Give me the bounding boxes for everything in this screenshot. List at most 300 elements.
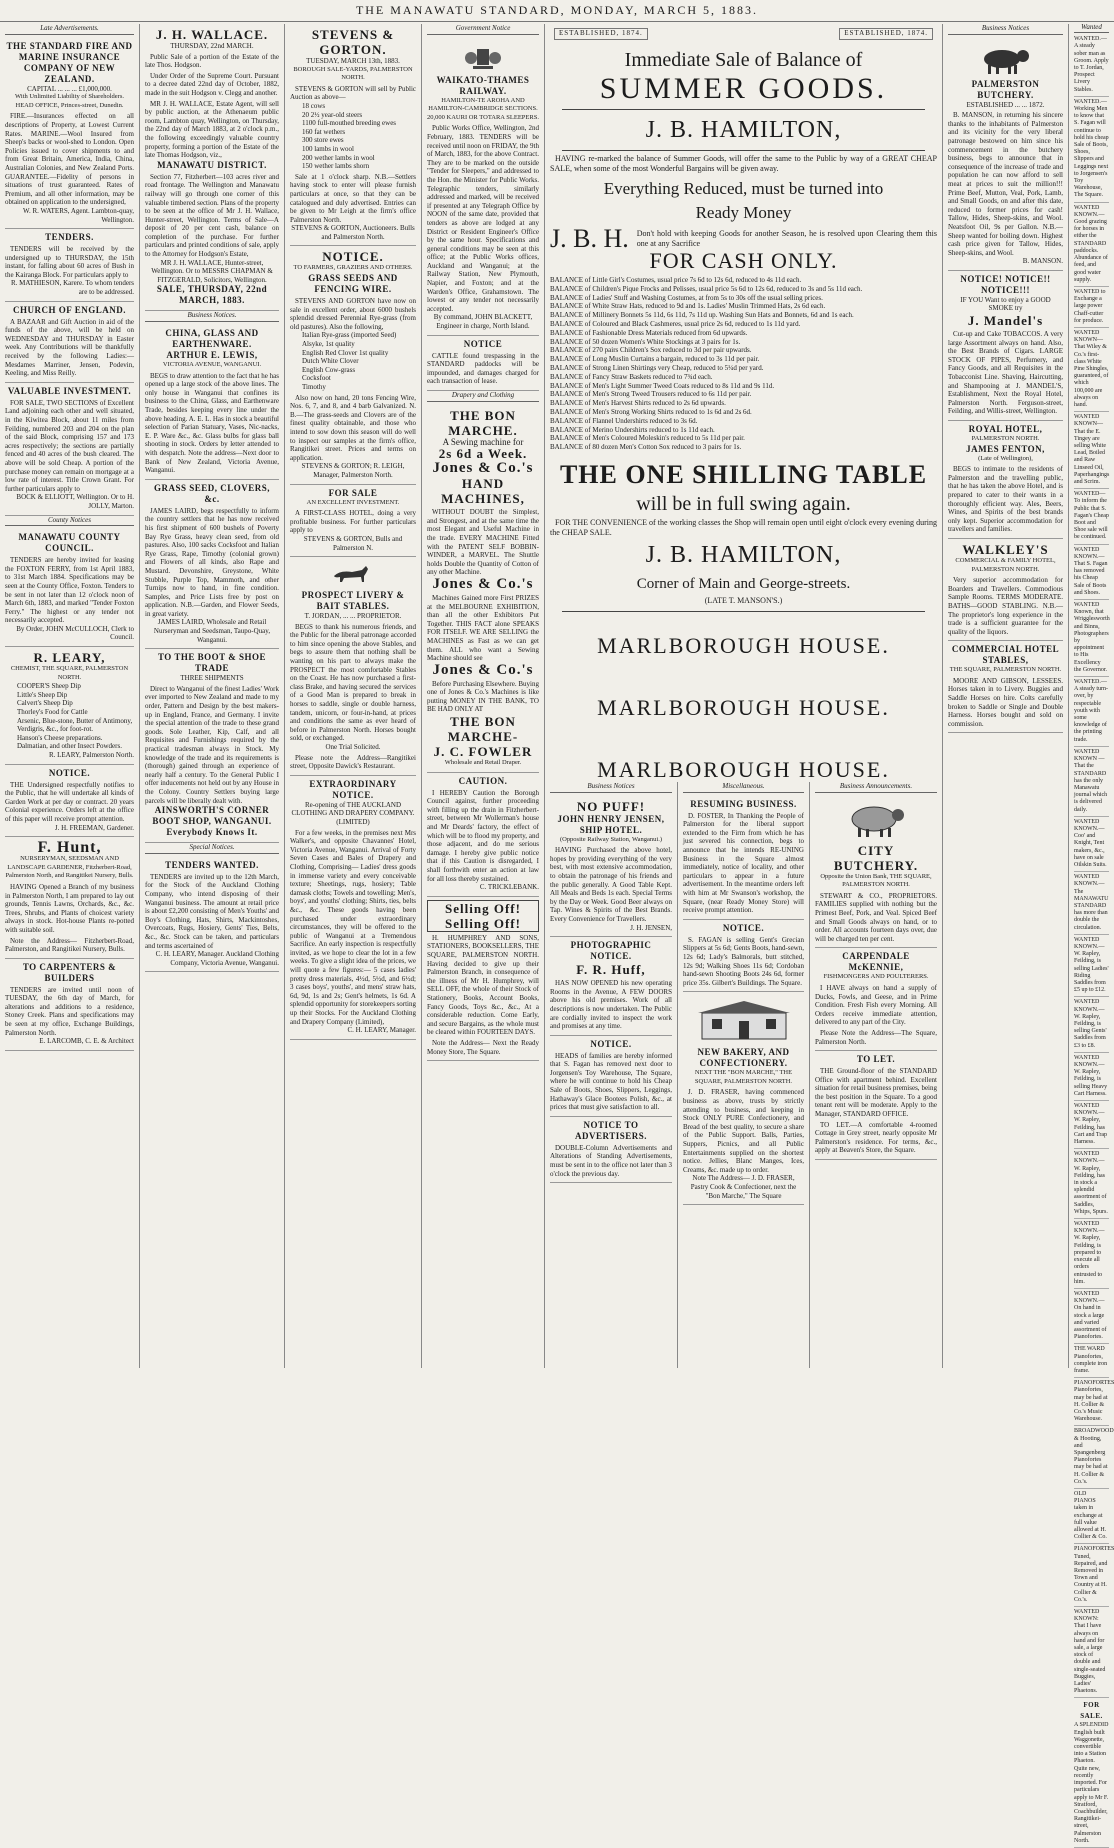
divider xyxy=(562,109,925,110)
wanted-item: WANTED to Exchange a large power Chaff-cutter for produce. xyxy=(1074,289,1109,328)
balance-item: BALANCE of Men's Coloured Moleskin's reduced to 5s 11d per pair. xyxy=(550,434,745,443)
ad-office: HEAD OFFICE, Princes-street, Dunedin. xyxy=(15,101,124,109)
ad-signature: C. H. LEARY, Manager. xyxy=(347,1026,416,1035)
stables-ad xyxy=(948,641,1063,733)
ad-body: Cut-up and Cake TOBACCOS. A very large Assortment always on hand. Also, the Best Brands of Cigars. LARGE STOCK OF PIPES, Perfumery, and Fancy Goods, and all Requisites in the Tobacconist Line. Shaving, Haircutting, and Shampooing at J. MANDEL'S, Establishment, Next the Royal Hotel, Palmerston North. Ferguson-street, Feilding, and Willis-street, Wellington. xyxy=(948,330,1063,416)
ad-body: Very superior accommodation for Boarders and Travellers. Commodious Sample Rooms. TERMS MODERATE. BATHS—GOOD STABLING. N.B.—The proprietor's long experience in the trade is a sufficient guarantee for the quality of the liquors. xyxy=(948,576,1063,636)
wanted-item: A SPLENDID English built Waggonette, convertible into a Station Phaeton. Quite new, recently imported. For particulars apply to Mr F. Stratford, Coachbuilder, Rangitikei-street, Palmerston North. xyxy=(1074,1722,1109,1847)
balance-item: BALANCE of Little Girl's Costumes, usual price 7s 6d to 12s 6d, reduced to 4s 11d each. xyxy=(550,275,802,284)
ad-subtitle: THE SQUARE, PALMERSTON NORTH. xyxy=(949,666,1062,674)
wanted-item: WANTED—To inform the Public that S. Fagan's Cheap Boot and Shoe sale will be continued. xyxy=(1074,491,1109,544)
ad-title: NOTICE TO ADVERTISERS. xyxy=(575,1119,647,1141)
stock-item: 200 wether lambs in wool xyxy=(302,153,375,162)
marlborough-house: MARLBOROUGH HOUSE. xyxy=(597,633,890,659)
divider xyxy=(562,611,925,612)
summer-goods: SUMMER GOODS. xyxy=(599,71,888,105)
bakery-ad xyxy=(683,992,804,1205)
section-heading: Special Notices. xyxy=(145,843,279,854)
for-sale-heading: FOR SALE. xyxy=(1080,1701,1103,1721)
ad-body: Also now on hand, 20 tons Fencing Wire, Nos. 6, 7, and 8, and 4 barb Galvanized. N. B.—The grass-seeds and Clovers are of the finest quality obtainable, and those who intend to sow down this season will do well to inspect our samples at the firm's office, Rangitikei street. Prices and terms on application. xyxy=(290,393,416,462)
ad-name: JAMES FENTON, xyxy=(966,443,1045,454)
ad-signature: STEVENS & GORTON, Bulls and Palmerston N. xyxy=(303,534,403,552)
lewis-ad xyxy=(145,325,279,480)
bull-illustration-icon xyxy=(978,45,1034,75)
section-heading: Miscellaneous. xyxy=(683,782,804,793)
ad-body: STEVENS & GORTON will sell by Public Auction as above— xyxy=(290,84,416,102)
seed-item: Italian Rye-grass (imported Seed) xyxy=(302,331,397,340)
ad-title: PROSPECT LIVERY & BAIT STABLES. xyxy=(301,590,405,612)
ad-signature: C. H. LEARY, Manager. Auckland Clothing Company, Victoria Avenue, Wanganui. xyxy=(155,950,279,967)
wanted-item: WANTED KNOWN.— That S. Fagan has removed his Cheap Sale of Boots and Shoes. xyxy=(1074,547,1109,600)
ad-signature: R. LEARY, Palmerston North. xyxy=(48,751,134,759)
section-heading: Late Advertisements. xyxy=(5,24,134,35)
to-let-ad xyxy=(815,1051,937,1160)
grass-seeds-ad xyxy=(290,246,416,484)
ad-subtitle: IF YOU Want to enjoy a GOOD SMOKE try xyxy=(960,295,1051,313)
jbh-initials: J. B. H. xyxy=(550,224,629,254)
convenience-note: FOR THE CONVENIENCE of the working classes the Shop will remain open until eight o'clock every evening during the CHEAP SALE. xyxy=(550,517,937,537)
ad-note: Note the Address— Next the Ready Money Store, The Square. xyxy=(427,1038,539,1056)
wanted-item: WANTED KNOWN.—W. Rapley, Feilding, is selling Gents' Saddles from £3 to £8. xyxy=(1074,999,1109,1052)
ad-subtitle: AN EXCELLENT INVESTMENT. xyxy=(306,498,400,506)
wanted-item: OLD PIANOS taken in exchange at full value allowed at H. Collier & Co. xyxy=(1074,1491,1109,1544)
ad-signature: By Order, JOHN McCULLOCH, Clerk to Council. xyxy=(16,624,134,642)
ad-body: B. MANSON, in returning his sincere thanks to the inhabitants of Palmerston and its vicinity for the very liberal patronage bestowed on him since his commencement in the butchery business, begs to announce that in consequence of the increase of trade and population he can now afford to sell meat at prices to suit the million!!! Prime Beef, Mutton, Veal, Pork, Lamb, and Small Goods, on and after this date, reduced to former prices for cash! Tallow, Hides, Sheep-skins, and Wool. Neatsfoot Oil, 9s per Gallon. N.B.—Sheep wanted for boiling down. Highest cash price given for Tallow, Hides, Sheep-skins, and Wool. xyxy=(948,111,1063,257)
ad-title: CHINA, GLASS AND EARTHENWARE. xyxy=(165,328,259,350)
wanted-item: WANTED KNOWN.—The MANAWATU STANDARD has more than double the circulation. xyxy=(1074,874,1109,935)
ad-title: Selling Off! Selling Off! xyxy=(427,900,539,932)
ad-title: TENDERS WANTED. xyxy=(165,859,259,870)
fishmonger-ad xyxy=(815,948,937,1051)
ad-title: PALMERSTON BUTCHERY. xyxy=(971,78,1040,100)
established-left: ESTABLISHED, 1874. xyxy=(554,28,648,40)
late-manson: (LATE T. MANSON'S.) xyxy=(704,595,783,605)
fire-insurance-ad xyxy=(5,38,134,230)
builders-ad xyxy=(5,959,134,1051)
ad-title: J. H. WALLACE. xyxy=(155,27,269,42)
column-8 xyxy=(678,782,810,1368)
wanted-item: WANTED KNOWN.— Good grazing for horses in either the STANDARD paddocks. Abundance of feed, and good water supply. xyxy=(1074,205,1109,287)
ad-body: S. FAGAN is selling Gent's Grecian Slippers at 5s 6d; Gents Boots, hand-sewn, 12s 6d; Lady's Balmorals, butt stitched, 12s 9d; Walking Shoes 11s 6d; Cordoban hand-sewn Shooting Boots 24s 6d, former price 35s. Gilbert's Buildings. The Square. xyxy=(683,935,804,987)
ad-note: Please Note the Address—The Square, Palmerston North. xyxy=(815,1028,937,1046)
ad-title: CARPENDALE McKENNIE, xyxy=(842,951,910,973)
ad-body: BEGS to intimate to the residents of Palmerston and the travelling public, that he has taken the above Hotel, and is prepared to cater to their wants in a thoroughly efficient way. Ales, Beers, Wines, and Spirits of the best brands only kept. Superior accommodation for travellers and families. xyxy=(948,465,1063,534)
ad-subtitle: HAMILTON-TE AROHA AND HAMILTON-CAMBRIDGE SECTIONS. xyxy=(428,96,538,113)
ad-title: THE BON MARCHE- xyxy=(447,714,519,745)
hamilton-ad xyxy=(545,24,943,782)
ad-title: TO LET. xyxy=(856,1054,896,1065)
merchant-name: J. B. HAMILTON, xyxy=(645,116,842,143)
wanted-item: WANTED KNOWN.—W. Rapley, Feilding, has Cart and Trap Harness. xyxy=(1074,1103,1109,1149)
ad-title: CITY BUTCHERY. xyxy=(833,842,919,873)
ad-signature: Note The Address— J. D. FRASER, Pastry Cook & Confectioner, next the "Bon Marche," The Square xyxy=(690,1174,797,1200)
ad-brand: Jones & Co.'s xyxy=(432,661,534,678)
section-heading: Business Notices xyxy=(948,24,1063,35)
ad-signature: BOCK & ELLIOTT, Wellington. Or to H. JOLLY, Marton. xyxy=(16,493,134,510)
wanted-item: WANTED KNOWN.—W. Rapley, Feilding, has in stock a splendid assortment of Saddles, Whips, Spurs. xyxy=(1074,1151,1109,1219)
ad-subtitle: (Opposite Railway Station, Wanganui.) xyxy=(559,835,663,843)
balance-item: BALANCE of Coloured and Black Cashmeres, usual price 2s 6d, reduced to 1s 11d yard. xyxy=(550,319,801,328)
wanted-item: WANTED KNOWN — That the STANDARD has the only Manawatu journal which is delivered daily. xyxy=(1074,749,1109,817)
ad-body: STEWART & CO., PROPRIETORS. FAMILIES supplied with nothing but the Primest Beef, Pork, and Veal. Spiced Beef and Small Goods always on hand, or to order. All accounts fourteen days over, due will be charged ten per cent. xyxy=(815,891,937,943)
stock-item: 150 wether lambs shorn xyxy=(302,162,370,171)
seed-item: Cocksfoot xyxy=(302,374,331,383)
stock-item: 160 fat wethers xyxy=(302,127,346,136)
wanted-item: WANTED KNOWN.—On hand in stock a large and varied assortment of Pianofortes. xyxy=(1074,1291,1109,1344)
ad-body: FOR SALE, TWO SECTIONS of Excellent Land adjoining each other and well situated, in the Kiwitea Block, about 11 miles from Feilding, numbered 203 and 204 on the plan of the said Block, comprising 157 and 173 acres respectively; the sections are partially fenced and 40 acres of the bush cleared. The above will be sold Cheap. A portion of the purchase money can remain on mortgage at a low rate of interest. Title Crown Grant. For further particulars apply to xyxy=(5,398,134,493)
merchant-name: J. B. HAMILTON, xyxy=(645,541,842,568)
ad-body: BEGS to thank his numerous friends, and the Public for the liberal patronage accorded to him since opening the above Stables, and begs to assure them that nothing shall be wanting on his part to always make the PROSPECT the most comfortable Stables on the Coast. He has now purchased a first-class Brake, and having secured the services of a Good Man is prepared to break in horses to saddle, single or double harness, tandem, unicorn, or four-in-hand, at prices and conditions the same as ever heard of before in Palmerston North. Horses bought sold, or exchanged. xyxy=(290,622,416,743)
ad-subtitle: HAND MACHINES, xyxy=(441,476,525,507)
shilling-table: THE ONE SHILLING TABLE xyxy=(559,459,928,489)
ad-name: J. Mandel's xyxy=(967,313,1044,329)
balance-item: BALANCE of Flannel Undershirts reduced to 3s 6d. xyxy=(550,416,698,425)
balance-item: BALANCE of Fashionable Dress Materials reduced from 6d upwards. xyxy=(550,328,748,337)
ad-signature: JAMES LAIRD, Wholesale and Retail Nurseryman and Seedsman, Taupo-Quay, Wanganui. xyxy=(153,618,271,644)
ad-subtitle: FISHMONGERS AND POULTERERS. xyxy=(823,973,929,981)
wanted-item: WANTED.—Working Men to know that S. Fagan will continue to hold his cheap Sale of Boots, Shoes, Slippers and Leggings next to Jorgensen's Toy Warehouse, The Square. xyxy=(1074,99,1109,203)
ad-established: ESTABLISHED ... ... 1872. xyxy=(966,100,1045,109)
ad-note: Note the Address— Fitzherbert-Road, Palmerston, and Rangitikei Nursery, Bulls. xyxy=(5,936,134,954)
ad-body: I HEREBY Caution the Borough Council against, further proceeding with filling up the drain in Fitzherbert-street, between Mr Wollerman's house and Mr Deards' factory, the effect of which will be to flood my property, and those adjacent, and do me serious damage. I hereby give public notice that if this Caution is disregarded, I shall forthwith enter an action at law for all loss thereby sustained. xyxy=(427,788,539,883)
ad-note: Please note the Address—Rangitikei street, Opposite Dawick's Restaurant. xyxy=(290,753,416,771)
wanted-item: WANTED.—A steady sober man as Groom. Apply to T. Jordan, Prospect Livery Stables. xyxy=(1074,36,1109,97)
balance-item: BALANCE of Men's Strong Tweed Trousers reduced to 6s 11d per pair. xyxy=(550,390,752,399)
ad-subtitle: MANAWATU DISTRICT. xyxy=(157,159,267,170)
marlborough-house: MARLBOROUGH HOUSE. xyxy=(597,695,890,721)
ad-signature: E. LARCOMB, C. E. & Architect xyxy=(39,1037,134,1046)
ad-signature: J. H. FREEMAN, Gardener. xyxy=(54,823,134,832)
ad-title: NOTICE. xyxy=(590,1038,632,1049)
ad-signature: R. MATHIESON, Karere. To whom tenders are to be addressed. xyxy=(10,279,134,297)
cash-only: FOR CASH ONLY. xyxy=(649,247,838,273)
ad-subtitle: TO FARMERS, GRAZIERS AND OTHERS. xyxy=(293,264,413,272)
ad-brand: Jones & Co.'s xyxy=(432,460,534,477)
ad-price: 2s 6d a Week. xyxy=(438,446,528,462)
section-heading: County Notices xyxy=(5,516,134,527)
reduced-line: Everything Reduced, must be turned into xyxy=(603,179,884,199)
ad-title: NO PUFF! xyxy=(576,798,646,814)
seed-item: Timothy xyxy=(302,383,326,391)
cattle-notice xyxy=(427,336,539,391)
tenders-wanted-ad xyxy=(145,857,279,973)
stevens-gorton-ad xyxy=(290,24,416,246)
ad-date: TUESDAY, MARCH 13th, 1883. xyxy=(306,57,400,65)
ad-body: J. D. FRASER, having commenced business as above, trusts by strictly attending to business, and keeping in Stock ONLY PURE Confectionery, and Bread of the best quality, to secure a share of the Public Support. Balls, Parties, Suppers, Picnics, and all Public Entertainments supplied on the shortest notice. Jellies, Blanc Manges, Ices, Creams, &c. made up to order. xyxy=(683,1088,804,1174)
ad-title: WALKLEY'S xyxy=(962,541,1049,557)
ad-body: WITHOUT DOUBT the Simplest, and Strongest, and at the same time the most Elegant and Useful Machine in the trade. EVERY MACHINE Fitted with the PATENT SELF BOBBIN-WINDER, a MARVEL. The Shuttle holds Double the Quantity of Cotton of any other Machine. xyxy=(427,508,539,577)
balance-item: BALANCE of 270 pairs Children's Sox reduced to 3d per pair upwards. xyxy=(550,346,752,355)
ad-title: TENDERS. xyxy=(45,232,94,243)
balance-item: BALANCE of 50 dozen Women's White Stockings at 3 pairs for 1s. xyxy=(550,337,741,346)
balance-item: BALANCE of Long Muslin Curtains a bargain, reduced to 3s 11d per pair. xyxy=(550,355,760,364)
ad-title: CAUTION. xyxy=(458,775,508,786)
product-item: COOPER'S Sheep Dip xyxy=(17,682,81,691)
ad-title: F. Hunt, xyxy=(37,839,102,857)
wanted-item: WANTED KNOWN—That Wiley & Co.'s first-class White Pine Shingles, guaranteed, of which 100,000 are always on hand. xyxy=(1074,330,1109,412)
divider xyxy=(562,150,925,151)
balance-item: BALANCE of White Straw Hats, reduced to 9d and 1s. Ladies' Muslin Trimmed Hats, 2s 6d each. xyxy=(550,302,826,311)
jbh-body: Don't hold with keeping Goods for another Season, he is resolved upon Clearing them this one at any Sacrifice xyxy=(636,229,937,249)
balance-item: BALANCE of Men's Light Summer Tweed Coats reduced to 8s 11d and 9s 11d. xyxy=(550,381,775,390)
column-11 xyxy=(1069,23,1114,1844)
stock-item: 20 2½ year-old steers xyxy=(302,110,363,119)
ad-title: NOTICE. xyxy=(48,767,91,778)
seed-item: Alsyke, 1st quality xyxy=(302,340,355,349)
sale-headline: Immediate Sale of Balance of xyxy=(624,48,863,71)
horse-illustration-icon xyxy=(330,564,376,586)
laird-ad xyxy=(145,480,279,650)
balance-item: BALANCE of Men's Strong Working Shirts reduced to 1s 6d and 2s 6d. xyxy=(550,407,752,416)
ad-body: HEADS of families are hereby informed that S. Fagan has removed next door to Jorgensen's Toy Warehouse, The Square, where he will continue to hold his Cheap Sale of Boots, Shoes, Slippers, Leggings, Hathaway's Glace Bootees Polish, &c., at prices that must give satisfaction to all. xyxy=(550,1051,672,1112)
ad-title: COMMERCIAL HOTEL STABLES, xyxy=(951,644,1060,666)
ad-body: DOUBLE-Column Advertisements and Alterations of Standing Advertisements, must be sent in to the office not later than 3 o'clock the previous day. xyxy=(550,1143,672,1178)
column-10 xyxy=(943,24,1069,1368)
walkley-hotel-ad xyxy=(948,539,1063,641)
caution-ad xyxy=(427,773,539,897)
seed-item: English Cow-grass xyxy=(302,365,356,374)
wanted-item: PIANOFORTES Pianofortes, may be had at H. Collier & Co.'s Music Warehouse. xyxy=(1074,1380,1109,1426)
established-right: ESTABLISHED, 1874. xyxy=(839,28,933,40)
ad-body: TENDERS will be received by the undersigned up to THURSDAY, the 15th instant, for falling about 60 acres of Bush in the Kairanga Block. For particulars apply to xyxy=(5,245,134,279)
ready-money: Ready Money xyxy=(695,203,792,223)
product-item: Little's Sheep Dip xyxy=(17,690,68,699)
ad-body: MOORE AND GIBSON, LESSEES. Horses taken in to Livery. Buggies and Saddle Horses on hire. Colts carefully broken to Saddle or Single and Double Harness. Horses bought and sold on commission. xyxy=(948,676,1063,728)
ad-subtitle: NURSERYMAN, SEEDSMAN AND LANDSCAPE GARDENER, Fitzherbert-Road, Palmerston North, and Rangitikei Nursery, Bulls. xyxy=(5,855,134,880)
section-heading: Drapery and Clothing xyxy=(427,391,539,402)
ad-signature: AINSWORTH'S CORNER BOOT SHOP, WANGANUI. Everybody Knows It. xyxy=(152,805,272,838)
ad-body: Section 77, Fitzherbert—103 acres river and road frontage. The Wellington and Manawatu railway will go through one corner of this valuable timbered section. Plans of the property to be seen at the office of Mr J. H. Wallace, Hunter-street, Wellington. Terms of Sale—A deposit of 20 per cent cash, balance on completion of the purchase. For further particulars and printed conditions of sale, apply to the Attorney for Hodgson's Estate, xyxy=(145,172,279,259)
chemist-ad xyxy=(5,647,134,765)
ad-subtitle: GRASS SEEDS AND FENCING WIRE. xyxy=(308,273,398,295)
tobacco-ad xyxy=(948,271,1063,421)
seed-item: English Red Clover 1st quality xyxy=(302,348,389,357)
section-heading: Business Notices. xyxy=(145,311,279,322)
ad-body: Public Works Office, Wellington, 2nd February, 1883. TENDERS will be received until noon on FRIDAY, the 9th of March, 1883, for the above Contract. They are to be marked on the outside "Tender for Sleepers," and addressed to the Hon. the Minister for Public Works. Telegraphic tenders, similarly addressed and marked, will be received if presented at any Telegraph Office by NOON of the same date, provided that tenders as above are lodged at any District or Resident Engineer's Office by the same hour. Specifications and general conditions may be seen at this office; at the Public Works offices, Auckland and Wanganui; at the Railway Station, New Plymouth, Napier, and Foxton; and at the Warden's Office, Grahamstown. The lowest or any tender not necessarily accepted. xyxy=(427,124,539,313)
ad-proprietor: T. JORDAN, ... ... PROPRIETOR. xyxy=(304,612,402,621)
ad-name: ARTHUR E. LEWIS, xyxy=(166,350,258,361)
marlborough-house: MARLBOROUGH HOUSE. xyxy=(597,757,890,783)
ad-name: F. R. Huff, xyxy=(576,962,646,978)
ad-body: CATTLE found trespassing in the STANDARD paddocks will be impounded, and damages charged for each transaction of lease. xyxy=(427,351,539,386)
masthead: THE MANAWATU STANDARD, MONDAY, MARCH 5, 1883. xyxy=(0,0,1114,22)
ad-date: THURSDAY, 22nd MARCH. xyxy=(170,42,254,50)
fagan-notice xyxy=(550,1036,672,1117)
sale-intro: HAVING re-marked the balance of Summer Goods, will offer the same to the Public by way of a GREAT CHEAP SALE, when some of the most Wonderful Bargains will be given away. xyxy=(550,153,937,173)
ad-body: For a few weeks, in the premises next Mrs Walker's, and opposite Chavannes' Hotel, Victoria Avenue, Wanganui. Arrival of Forty Seven Cases and Bales of Drapery and Clothing, Comprising— Ladies' dress goods in immense variety and every conceivable texture; Sheetings, rugs, hosiery; Table damask cloths; Towels and towelling; Men's, boys', and youths' clothing; Shirts, ties, belts &c., &c. These goods having been purchased under extraordinary circumstances, they will be offered to the public of Wanganui at a Tremendous Sacrifice. An early inspection is respectfully invited, as we hope to clear the lot in a few weeks. To give a slight idea of the prices, we will quote a few figures:— 5 cases ladies' pretty dress materials, 4½d, 5½d, and 6½d; 3 cases boys', youths', and mens' straw hats, 6d, 9d, 1s and 2s; Gent's helmets, 1s 6d. A splendid opportunity for storekeepers sorting up their Stocks. For the Auckland Clothing and Drapery Company (Limited), xyxy=(290,828,416,1026)
ad-body: D. FOSTER, In Thanking the People of Palmerston for the liberal support extended to the Firm from which he has just severed his connection, begs to announce that he intends RE-UNING Business in the Square almost immediately, notice of locality, and other particulars to appear in a future advertisement. In the meantime orders left with him at Mr Swanson's workshop, the Square, (near Ready Money Store) will receive prompt attention. xyxy=(683,811,804,915)
ad-title: NOTICE. xyxy=(322,249,384,265)
bon-marche-ad xyxy=(427,405,539,773)
section-heading: Business Notices xyxy=(550,782,672,793)
bakery-building-icon xyxy=(694,999,794,1043)
hotel-ad xyxy=(550,796,672,938)
ad-title: TO CARPENTERS & BUILDERS xyxy=(22,961,117,983)
ad-subtitle: COMMERCIAL & FAMILY HOTEL, PALMERSTON NORTH. xyxy=(955,556,1056,573)
advertisers-notice xyxy=(550,1117,672,1183)
column-7 xyxy=(545,782,678,1368)
ad-body: H. HUMPHREY AND SONS, STATIONERS, BOOKSELLERS, THE SQUARE, PALMERSTON NORTH. Having decided to give up their Palmerston Branch, in consequence of the illness of Mr H. Humphrey, will SELL OFF, the whole of their Stock of Stationery, Books, Account Books, Fancy Goods, Toys &c., &c., At a considerable reduction. Come Early, and secure Bargains, as the whole must be cleared within FOURTEEN DAYS. xyxy=(427,933,539,1037)
ad-capital: CAPITAL ... ... ... £1,000,000. xyxy=(27,84,112,93)
column-1 xyxy=(0,24,140,1368)
nursery-ad xyxy=(5,837,134,959)
ad-subtitle: (Late of Wellington), xyxy=(978,454,1033,462)
ad-signature: STEVENS & GORTON, Auctioneers. Bulls and Palmerston North. xyxy=(291,224,415,241)
ad-body: HAS NOW OPENED his new operating Rooms in the Avenue, A FEW DOORS above his old premises. Work of all descriptions is now undertaken. The Public are cordially invited to inspect the work and promises at any time. xyxy=(550,979,672,1031)
ad-signature: J. H. JENSEN, xyxy=(630,923,672,932)
balance-item: BALANCE of Strong Linen Shirtings very Cheap, reduced to 5¼d per yard. xyxy=(550,363,764,372)
foster-ad xyxy=(683,796,804,920)
ad-title: THE BON MARCHE. xyxy=(448,407,518,438)
column-9 xyxy=(810,782,943,1368)
ad-body: STEVENS AND GORTON have now on sale in excellent order, about 6000 bushels splendid dressed Perennial Rye-grass (from old pastures). Also the following, xyxy=(290,297,416,331)
balance-item: BALANCE of Men's Harvest Shirts reduced to 2s 6d upwards. xyxy=(550,399,726,408)
boots-notice xyxy=(683,920,804,993)
wanted-item: WANTED KNOWN.—W. Rapley, Feilding, is selling Heavy Cart Harness. xyxy=(1074,1055,1109,1101)
balance-item: BALANCE of Merino Undershirts reduced to 1s 11d each. xyxy=(550,425,715,434)
gardener-ad xyxy=(5,765,134,838)
column-4 xyxy=(422,24,545,1368)
ad-body: A BAZAAR and Gift Auction in aid of the funds of the above, will be held on WEDNESDAY and THURSDAY in Easter week. Any Contributions will be thankfully received by the following Ladies:—Mesdames Marriner, Jensen, Podevin, Keeling, and Miss Reilly. xyxy=(5,317,134,378)
wanted-item: WANTED KNOWN.—Coo' and Knight, Tent makers, &c., have on sale Oilskin Suits. xyxy=(1074,819,1109,872)
clothing-ad xyxy=(290,776,416,1040)
palmerston-butchery-ad xyxy=(948,38,1063,271)
ad-subtitle: Wholesale and Retail Draper. xyxy=(444,759,522,767)
ad-title: MANAWATU COUNTY COUNCIL. xyxy=(18,532,121,554)
ad-note: One Trial Solicited. xyxy=(325,743,381,751)
ad-body: Under Order of the Supreme Court. Pursuant to a decree dated 22nd day of October, 1882, made in the suit Hodgson v. Clegg and another. xyxy=(145,71,279,97)
ad-body: TENDERS are invited until noon of TUESDAY, the 6th day of March, for alterations and additions to a residence, Stoney Creek. Plans and specifications may be seen at my office, Exchange Buildings, Palmerston North. xyxy=(5,985,134,1037)
ad-body: THE Ground-floor of the STANDARD Office with apartment behind. Excellent situation for retail business premises, being the best position in the Square. To a good tenant rent will be moderate. Apply to the Manager, STANDARD OFFICE. xyxy=(815,1067,937,1119)
ad-body: TENDERS are hereby invited for leasing the FOXTON FERRY, from 1st April 1883, to 31st March 1884. Specifications may be seen at the County Office, Foxton. Tenders to be sent in not later than 12 o'clock noon of March 6th, 1883, and marked "Tender Foxton Ferry." The highest or any tender not necessarily accepted. xyxy=(5,556,134,625)
photographer-ad xyxy=(550,937,672,1036)
wanted-item: THE WARD Pianofortes, complete iron frame. xyxy=(1074,1346,1109,1378)
ad-body: Public Sale of a portion of the Estate of the late Thos. Hodgson. xyxy=(145,52,279,70)
county-ad xyxy=(5,529,134,647)
wanted-item: WANTED Known, that Wrigglesworth and Binns, Photographers by appointment to His Excellency the Governor. xyxy=(1074,602,1109,677)
wanted-item: WANTED.—A steady turn-over, by respectable youth with some knowledge of the printing trade. xyxy=(1074,679,1109,747)
ad-body: Direct to Wanganui of the finest Ladies' Work ever imported to New Zealand and made to my order, Pattern and Design by the best makers-up in England, France, and Germany. I invite the special attention of the trade to these grand goods. Sole Leather, Kip, Calf, and all Requisites and Furnishings required by the practical tradesman always in Stock. My knowledge of the trade and its requirements is (thorough) gained through an experience of nearly half a century. To the General Public I offer inducements not held out by any House in the Colony. Country Settlers buying large parcels will be liberally dealt with. xyxy=(145,684,279,805)
church-ad xyxy=(5,302,134,383)
ad-signature: By command, JOHN BLACKETT, Engineer in charge, North Island. xyxy=(433,313,533,331)
ad-title: R. LEARY, xyxy=(33,650,106,666)
ad-subtitle: Re-opening of THE AUCKLAND CLOTHING AND DRAPERY COMPANY. (LIMITED) xyxy=(291,800,415,826)
ad-title: VALUABLE INVESTMENT. xyxy=(7,385,132,396)
ad-title: EXTRAORDINARY NOTICE. xyxy=(309,778,397,800)
ad-subtitle: 20,000 KAURI OR TOTARA SLEEPERS. xyxy=(427,113,539,121)
railway-ad xyxy=(427,38,539,336)
column-2 xyxy=(140,24,285,1368)
ad-subtitle: PALMERSTON NORTH. xyxy=(971,435,1040,442)
wanted-item: WANTED KNOWN.—W. Rapley, Feilding, is prepared to execute all orders entrusted to him. xyxy=(1074,1221,1109,1289)
stock-item: 100 lambs in wool xyxy=(302,144,354,153)
balance-item: BALANCE of Millinery Bonnets 5s 11d, 6s 11d, 7s 11d up. Washing Sun Hats and Bonnets, 6d and 1s each. xyxy=(550,311,854,320)
ad-body: Sale at 1 o'clock sharp. N.B.—Settlers having stock to enter will please furnish particulars at once, so that they can be catalogued and duly advertised. Entries can be given to Mr Leigh at the firm's office Palmerston North. xyxy=(290,172,416,224)
ad-title: NOTICE! NOTICE!! NOTICE!!! xyxy=(960,273,1051,295)
ad-signature: C. TRICKLEBANK. xyxy=(479,883,539,892)
ad-liability: With Unlimited Liability of Shareholders. xyxy=(15,93,124,101)
ad-subtitle: Opposite the Union Bank, THE SQUARE, PALMERSTON NORTH. xyxy=(820,872,932,889)
boot-ad xyxy=(145,649,279,843)
ad-signature: B. MANSON. xyxy=(1022,257,1063,266)
ad-brand: Jones & Co.'s xyxy=(432,575,534,592)
ad-title: PHOTOGRAPHIC NOTICE. xyxy=(570,940,652,962)
ad-signature: STEVENS & GORTON; R. LEIGH, Manager, Palmerston North. xyxy=(301,462,405,479)
product-item: Hanson's Cheese preparations. xyxy=(17,733,103,742)
ad-title: ROYAL HOTEL, xyxy=(968,424,1043,434)
butchery-ad xyxy=(815,796,937,949)
ad-body: TENDERS are invited up to the 12th March, for the Stock of the Auckland Clothing Company, who intend disposing of their Wanganui business. The amount at retail price is about £2,200 consisting of Men's Youths' and Boy's Clothing, Hats, Shirts, Mackintoshes, Overcoats, Rugs, Hosiery, Gents' Ties, Belts, &c., &c. Stock can be taken, and particulars and terms ascertained of xyxy=(145,872,279,950)
ad-title: TO THE BOOT & SHOE TRADE xyxy=(157,652,267,674)
balance-item: BALANCE of Ladies' Stuff and Washing Costumes, at from 5s to 30s off the usual selling prices. xyxy=(550,293,823,302)
product-item: Thorley's Food for Cattle xyxy=(17,708,88,717)
ad-body: THE Undersigned respectfully notifies to the Public, that he will undertake all kinds of Garden Work at per day or contract. 20 years Colonial experience. Orders left at the office of this paper will receive prompt attention. xyxy=(5,780,134,823)
shop-address: Corner of Main and George-streets. xyxy=(636,575,851,592)
coat-of-arms-icon xyxy=(463,45,503,71)
ad-title: THE STANDARD FIRE AND MARINE INSURANCE COMPANY OF NEW ZEALAND. xyxy=(6,40,133,84)
seed-item: Dutch White Clover xyxy=(302,357,359,366)
ad-title: WAIKATO-THAMES RAILWAY. xyxy=(436,74,530,96)
wanted-item: WANTED KNOWN.—W. Rapley, Feilding, is selling Ladies' Riding Saddles from £5 up to £12. xyxy=(1074,937,1109,998)
ad-subtitle: VICTORIA AVENUE, WANGANUI. xyxy=(162,361,262,369)
balance-item: BALANCE of Children's Pique Frocks and Pelisses, usual price 5s 6d to 12s 6d, reduced to 3s and 5s 11d each. xyxy=(550,284,863,293)
ad-title: GRASS SEED, CLOVERS, &c. xyxy=(153,482,271,504)
royal-hotel-ad xyxy=(948,421,1063,539)
stock-item: 1100 full-mouthed breeding ewes xyxy=(302,119,397,128)
ad-body: TO LET.—A comfortable 4-roomed Cottage in Grey street, nearly opposite Mr Palmerston's residence. For terms, &c., apply at Beaven's Store, the Square. xyxy=(815,1120,937,1155)
balance-item: BALANCE of Fancy Straw Baskets reduced to 7¾d each. xyxy=(550,372,713,381)
ad-body: Machines Gained more First PRIZES at the MELBOURNE EXHIBITION, than all the other Exhibitors Put Together. THIS FACT alone SPEAKS FOR ITSELF. WE ARE SELLING the MACHINES as Fast as we can get them. ALL who want a Sewing Machine should see xyxy=(427,593,539,663)
section-heading: Business Announcements. xyxy=(815,782,937,793)
ad-subtitle: NEXT THE "BON MARCHE," THE SQUARE, PALMERSTON NORTH. xyxy=(694,1069,793,1085)
selling-off-ad xyxy=(427,897,539,1061)
ad-body: A FIRST-CLASS HOTEL, doing a very profitable business. For further particulars apply to xyxy=(290,509,416,535)
section-heading: Government Notice xyxy=(427,24,539,35)
ad-body: MR J. H. WALLACE, Estate Agent, will sell by public auction, at the Athenaeum public room, Lambton quay, Wellington, on Thursday, the 22nd day of March 1883, at 2 o'clock p.m., the following exceedingly valuable country property, forming a portion of the Estate of the late Thomas Hodgson, viz., xyxy=(145,99,279,160)
ad-subtitle: BOROUGH SALE-YARDS, PALMERSTON NORTH. xyxy=(293,65,413,82)
stock-item: 18 cows xyxy=(302,101,326,110)
jbh-row xyxy=(550,224,937,254)
balance-list xyxy=(550,276,937,452)
ad-body: Before Purchasing Elsewhere. Buying one of Jones & Co.'s Machines is like putting MONEY IN THE BANK, TO BE HAD ONLY AT xyxy=(427,679,539,714)
ad-signature: W. R. WATERS, Agent. Lambton-quay, Wellington. xyxy=(23,206,134,224)
tenders-ad xyxy=(5,229,134,302)
wanted-item: WANTED KNOWN—That the E. Tingey are selling White Lead, Boiled and Raw Linseed Oil, Paperhangings and Scrim. xyxy=(1074,414,1109,489)
ad-title: NEW BAKERY, AND CONFECTIONERY. xyxy=(697,1047,790,1069)
ad-name: JOHN HENRY JENSEN, SHIP HOTEL. xyxy=(557,813,665,835)
ad-title: NOTICE xyxy=(463,338,503,349)
product-item: Calvert's Sheep Dip xyxy=(17,699,73,708)
ad-body: HAVING Opened a Branch of my business in Palmerston North, I am prepared to lay out grounds, Tennis Lawns, Orchards, &c., &c. Trees, Shrubs, and Plants of choicest variety always in stock. Hot-house Plants re-potted with suitable soil. xyxy=(5,882,134,934)
ad-subtitle: THREE SHIPMENTS xyxy=(180,674,244,683)
hotel-sale-ad xyxy=(290,485,416,558)
balance-item: BALANCE of 80 dozen Men's Cotton Sox reduced to 3 pairs for 1s. xyxy=(550,443,742,452)
product-item: Arsenic, Blue-stone, Butter of Antimony, Verdigris, &c., for foot-rot. xyxy=(17,716,133,734)
ad-title: FOR SALE xyxy=(328,487,378,498)
ad-title: STEVENS & GORTON. xyxy=(311,27,395,57)
livery-ad xyxy=(290,557,416,776)
section-heading: Wanted xyxy=(1074,24,1109,33)
ad-body: BEGS to draw attention to the fact that he has opened up a large stock of the above lines. The only house in Wanganui that confines its business to the China, Glass, and Earthenware Trade, besides keeping every line under the above heading. A. E. L. Has in stock a beautiful selection of Parian Statuary, Vases, Nic-nacks, E. P. Ware &c., &c. Glass bulbs for glass ball shooting in stock. Orders by letter attended to with despatch. Note the address—Next door to Bank of New Zealand, Victoria Avenue, Wanganui. xyxy=(145,371,279,475)
established-row xyxy=(550,24,937,40)
ad-body: FIRE.—Insurances effected on all descriptions of Property, at Lowest Current Rates. MARINE.—Wool Insured from Sheep's backs or wool-shed to London. Open Policies issued to cover shipments to and from Great Britain, America, India, China, Australian Colonies, and New Zealand Ports. GUARANTEE.—Fidelity of persons in situations of trust guaranteed. Rates of Premium, and all other information, may be obtained on application to the undersigned, xyxy=(5,112,134,207)
ad-subtitle: CHEMIST, THE SQUARE, PALMERSTON NORTH. xyxy=(10,665,129,681)
swing-line: will be in full swing again. xyxy=(636,492,851,515)
investment-ad xyxy=(5,383,134,516)
product-item: Dalmatian, and other Insect Powders. xyxy=(17,742,122,751)
wanted-item: PIANOFORTES Tuned, Repaired, and Removed in Town and Country at H. Collier & Co.'s. xyxy=(1074,1546,1109,1607)
ad-body: HAVING Purchased the above hotel, hopes by providing everything of the very best, with most extensive accommodation, to obtain the patronage of his friends and the public generally. A Good Table Kept. All Meals and Beds 1s each. Special Terms by the Day or Week. Good Beer always on Tap. Wines & Spirits of the Best Brands. Every Convenience for Travellers. xyxy=(550,846,672,923)
